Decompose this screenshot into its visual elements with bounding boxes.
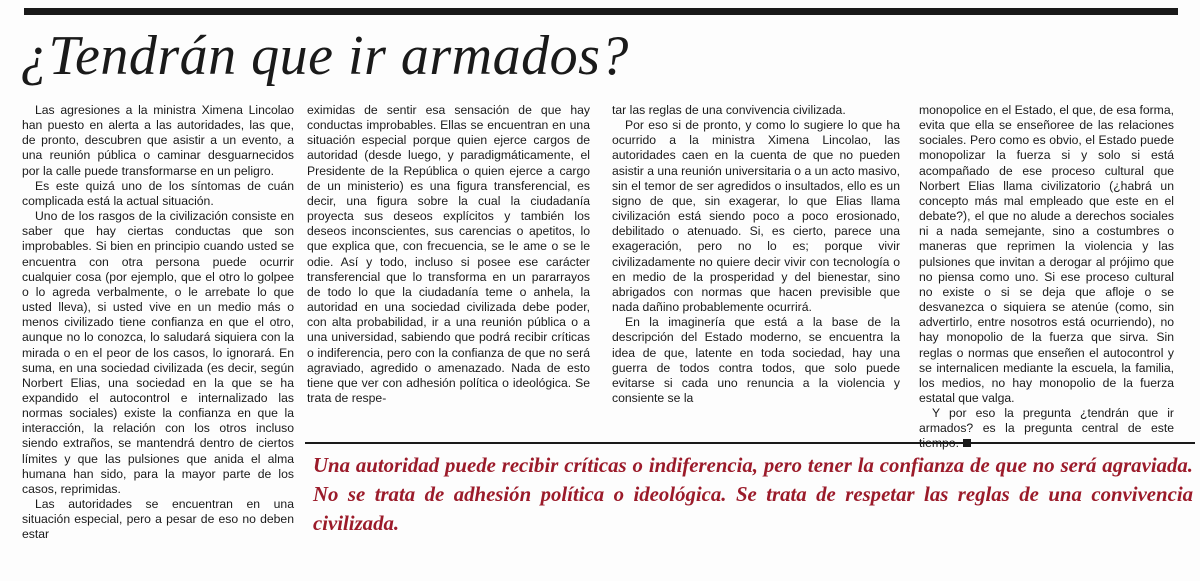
paragraph: Es este quizá uno de los síntomas de cuán complicada está la actual situación. bbox=[22, 178, 294, 208]
paragraph: Uno de los rasgos de la civilización consiste en saber que hay ciertas conductas que son improbables. Si bien en principio cuando usted se encuentra con otra persona puede ocurrir cualquier cosa (por ejemplo, que el otro lo golpee o lo agreda verbalmente, o le arrebate lo que usted lleva), si usted vive en un medio más o menos civilizado tiene confianza en que el otro, aunque no lo conozca, lo saludará siquiera con la mirada o en el peor de los casos, lo ignorará. En suma, en una sociedad civilizada (es decir, según Norbert Elias, una sociedad en la que se ha expandido el autocontrol e internalizado las normas sociales) existe la confianza en que la interacción, la relación con los otros incluso siendo extraños, se mantendrá dentro de ciertos límites y que las pulsiones que anida el alma humana han sido, para la mayor parte de los casos, reprimidas. bbox=[22, 209, 294, 496]
paragraph bbox=[919, 406, 1174, 451]
article-column-4 bbox=[919, 103, 1174, 452]
paragraph: tar las reglas de una convivencia civilizada. bbox=[612, 103, 846, 117]
final-paragraph-text: Y por eso la pregunta ¿tendrán que ir armados? es la pregunta central de este bbox=[919, 406, 1174, 436]
article-column-2 bbox=[307, 103, 590, 406]
top-rule bbox=[24, 8, 1178, 15]
paragraph: Por eso si de pronto, y como lo sugiere lo que ha ocurrido a la ministra Ximena Lincolao, las autoridades caen en la cuenta de que no pueden asistir a una reunión universitaria o a un acto masivo, sin el temor de ser agredidos o insultados, ello es un signo de que, sin exagerar, lo que Elias llama civilización está siendo poco a poco erosionado, debilitado o atenuado. Si, es cierto, parece una exageración, pero no lo es; porque vivir civilizadamente no quiere decir vivir con tecnología o en medio de la prosperidad y del bienestar, sino abrigados con normas que hacen previsible que nada dañino probablemente ocurrirá. bbox=[612, 118, 900, 315]
paragraph: Las autoridades se encuentran en una situación especial, pero a pesar de eso no deben estar bbox=[22, 497, 294, 542]
paragraph: Las agresiones a la ministra Ximena Lincolao han puesto en alerta a las autoridades, las que, de pronto, descubren que asistir a un evento, a una reunión pública o caminar desguarnecidos por la calle puede transformarse en un peligro. bbox=[22, 103, 294, 178]
article-title: ¿Tendrán que ir armados? bbox=[20, 25, 629, 87]
paragraph: eximidas de sentir esa sensación de que hay conductas improbables. Ellas se encuentran en una situación especial porque quien ejerce cargos de autoridad (desde luego, y paradigmáticamente, el Presidente de la República o quien ejerce a cargo de un ministerio) es una figura transferencial, es decir, una figura sobre la cual la ciudadanía proyecta sus deseos explícitos y también los deseos inconscientes, sus carencias o apetitos, lo que explica que, con frecuencia, se le ame o se le odie. Así y todo, incluso si posee ese carácter transferencial que lo transforma en un pararrayos de todo lo que la ciudadanía teme o anhela, la autoridad en una sociedad civilizada debe poder, con alta probabilidad, ir a una reunión pública o a una universidad, sabiendo que podrá recibir críticas o indiferencia, pero con la confianza de que no será agraviado, agredido o amenazado. Nada de esto tiene que ver con adhesión política o ideológica. Se trata de respe- bbox=[307, 103, 590, 405]
pull-quote: Una autoridad puede recibir críticas o indiferencia, pero tener la confianza de que no será agraviada. No se trata de adhesión política o ideológica. Se trata de respetar las reglas de una convivencia civilizada. bbox=[313, 454, 1193, 535]
paragraph: En la imaginería que está a la base de la descripción del Estado moderno, se encuentra la idea de que, latente en toda sociedad, hay una guerra de todos contra todos, que solo puede evitarse si cada uno renuncia a la violencia y consiente se la bbox=[612, 315, 900, 405]
paragraph: monopolice en el Estado, el que, de esa forma, evita que ella se enseñoree de las relaciones sociales. Pero como es obvio, el Estado puede monopolizar la fuerza si y solo si está acompañado de ese proceso cultural que Norbert Elias llama civilizatorio (¿habrá un concepto más mal empleado que este en el debate?), el que no alude a derechos sociales ni a nada semejante, sino a costumbres o maneras que reprimen la violencia y las pulsiones que invitan a derogar al prójimo que no piensa como uno. Si ese proceso cultural no existe o si se deja que afloje o se desvanezca o siquiera se atenúe (como, sin advertirlo, entre nosotros está ocurriendo), no hay monopolio de la fuerza que sirva. Sin reglas o normas que enseñen el autocontrol y se internalicen mediante la escuela, la familia, los medios, no hay monopolio de la fuerza estatal que valga. bbox=[919, 103, 1174, 405]
pull-quote-rule bbox=[305, 442, 1195, 444]
article-column-3 bbox=[612, 103, 900, 406]
article-column-1 bbox=[22, 103, 294, 543]
